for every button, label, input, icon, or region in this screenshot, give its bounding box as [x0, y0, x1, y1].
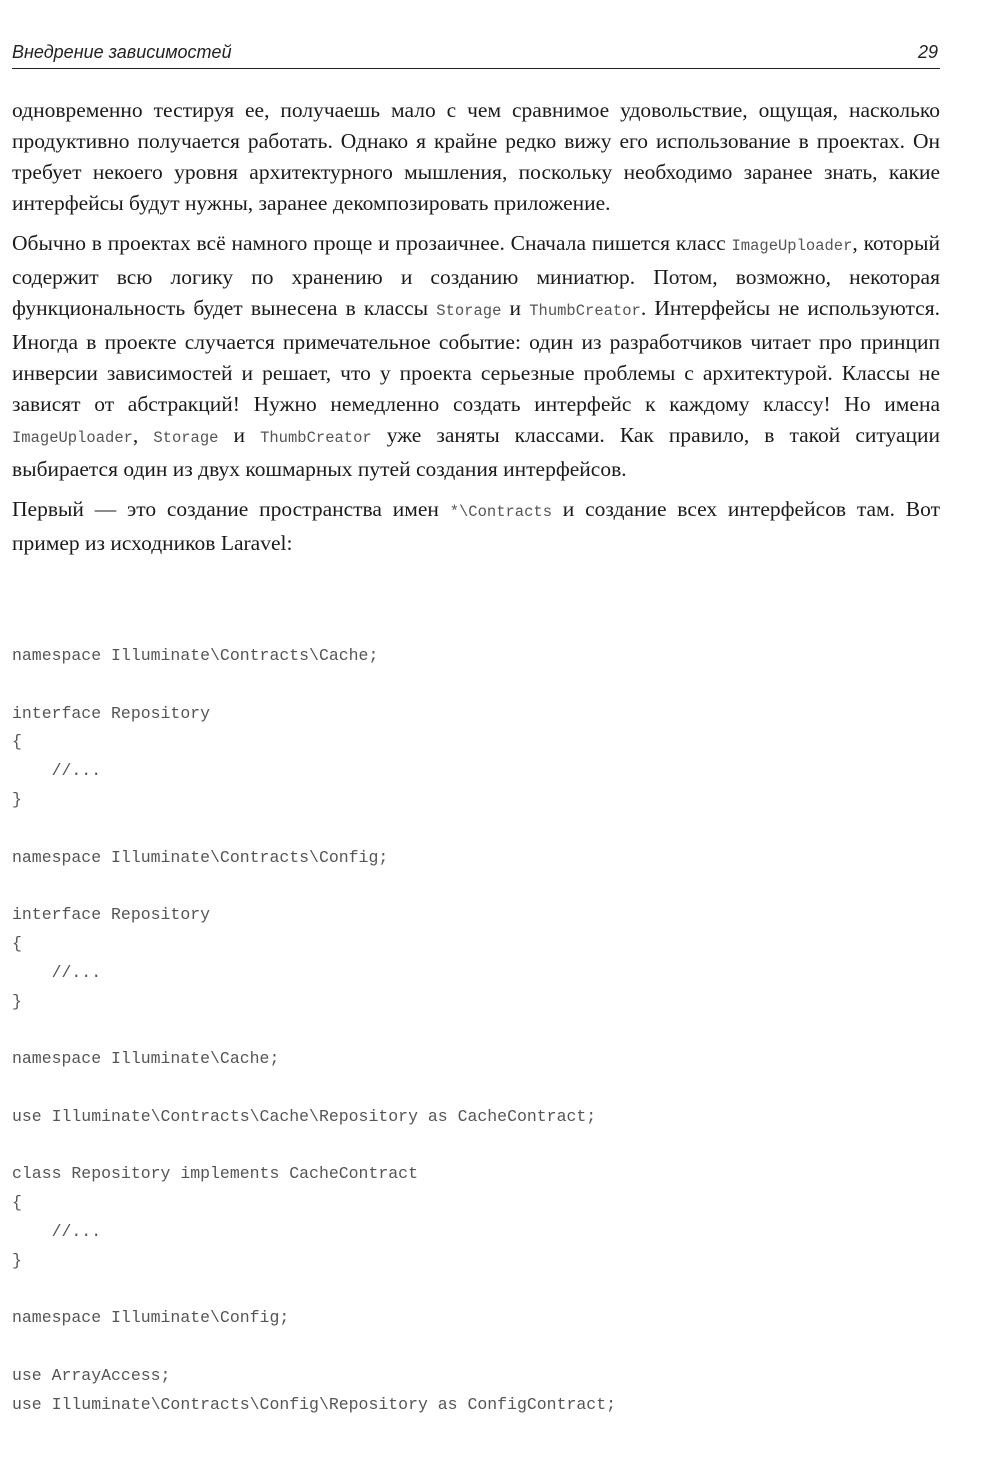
paragraph-2-text-3: и — [501, 296, 530, 320]
page-number: 29 — [917, 42, 938, 62]
inline-code-thumbcreator: ThumbCreator — [529, 302, 641, 320]
inline-code-imageuploader: ImageUploader — [12, 429, 133, 447]
inline-code-storage: Storage — [153, 429, 219, 447]
paragraph-3-text-1: Первый — это создание пространства имен — [12, 497, 450, 521]
body-text — [12, 95, 940, 568]
paragraph-2-text-4: . Интерфейсы не используются. Иногда в проекте случается примечательное событие: один из разработчиков читает про принцип инверсии зависимостей и решает, что у проекта серьезные проблемы с архитектурой. Классы не зависят от абстракций! Нужно немедленно создать интерфейс к каждому классу! Но имена — [12, 296, 940, 416]
paragraph-2-text-5: , — [132, 423, 154, 447]
paragraph-2-text-1: Обычно в проектах всё намного проще и прозаичнее. Сначала пишется класс — [12, 231, 732, 255]
paragraph-2 — [12, 228, 940, 485]
inline-code-storage: Storage — [436, 302, 502, 320]
inline-code-imageuploader: ImageUploader — [731, 237, 853, 255]
running-header — [12, 40, 940, 69]
inline-code-contracts: *\Contracts — [449, 503, 553, 521]
paragraph-3-text-2: и создание всех интерфейсов там. Вот пример из исходников Laravel: — [12, 497, 940, 555]
paragraph-2-text-6: и — [218, 423, 261, 447]
paragraph-3 — [12, 494, 940, 559]
inline-code-thumbcreator: ThumbCreator — [260, 429, 372, 447]
paragraph-1: одновременно тестируя ее, получаешь мало с чем сравнимое удовольствие, ощущая, насколько продуктивно получается работать. Однако я крайне редко вижу его использование в проектах. Он требует некоего уровня архитектурного мышления, поскольку необходимо заранее знать, какие интерфейсы будут нужны, заранее декомпозировать приложение. — [12, 98, 940, 215]
paragraph-2-text-2: , который содержит всю логику по хранению и созданию миниатюр. Потом, возможно, некоторая функциональность будет вынесена в классы — [12, 231, 940, 320]
code-listing: namespace Illuminate\Contracts\Cache; interface Repository { //... } namespace Illuminate\Contracts\Config; interface Repository { //... } namespace Illuminate\Cache; use Illuminate\Contracts\Cache\Repository as CacheContract; class Repository implements CacheContract { //... } namespace Illuminate\Config; use ArrayAccess; use Illuminate\Contracts\Config\Repository as ConfigContract; — [12, 646, 616, 1414]
paragraph-2-text-7: уже заняты классами. Как правило, в такой ситуации выбирается один из двух кошмарных путей создания интерфейсов. — [12, 423, 941, 481]
chapter-title: Внедрение зависимостей — [12, 42, 232, 62]
